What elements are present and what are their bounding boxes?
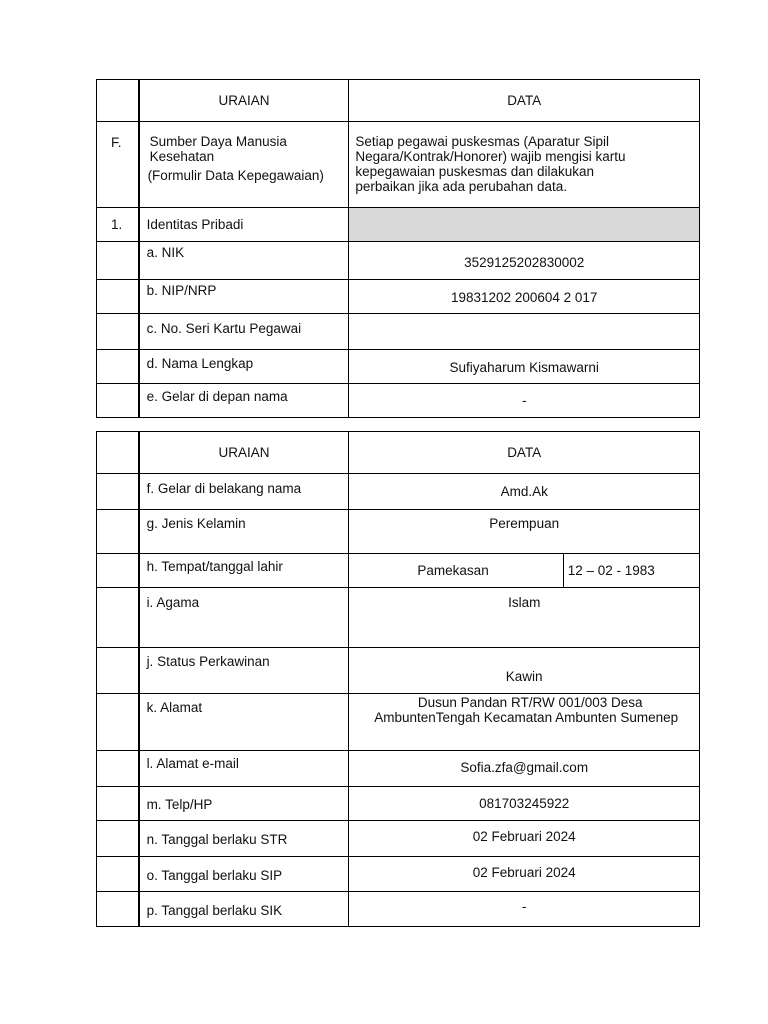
row-value-nama: Sufiyaharum Kismawarni — [349, 350, 700, 384]
section-title-cell — [139, 122, 349, 208]
table-row — [97, 474, 700, 510]
row-value-gelar-belakang: Amd.Ak — [349, 474, 700, 510]
row-value-status-perkawinan: Kawin — [349, 648, 700, 694]
header-number-cell — [97, 432, 139, 474]
table-row — [97, 787, 700, 821]
row-value-telp: 081703245922 — [349, 787, 700, 821]
table-row — [97, 821, 700, 857]
row-label-seri-kartu: c. No. Seri Kartu Pegawai — [139, 314, 349, 350]
row-label-email: l. Alamat e-mail — [139, 751, 349, 787]
group-shaded-cell — [349, 208, 700, 242]
row-label-status-perkawinan: j. Status Perkawinan — [139, 648, 349, 694]
section-subtitle: (Formulir Data Kepegawaian) — [147, 168, 324, 183]
row-value-nik: 3529125202830002 — [349, 242, 700, 280]
table-row — [97, 350, 700, 384]
table-row — [97, 510, 700, 554]
identity-table-2 — [96, 431, 700, 927]
row-label-jenis-kelamin: g. Jenis Kelamin — [139, 510, 349, 554]
row-value-agama: Islam — [349, 588, 700, 648]
row-value-jenis-kelamin: Perempuan — [349, 510, 700, 554]
table-row — [97, 242, 700, 280]
row-value-sip: 02 Februari 2024 — [349, 857, 700, 892]
table-row — [97, 588, 700, 648]
instruction-line-2: Negara/Kontrak/Honorer) wajib mengisi kartu — [355, 149, 626, 164]
row-value-str: 02 Februari 2024 — [349, 821, 700, 857]
row-label-telp: m. Telp/HP — [139, 787, 349, 821]
header-data: DATA — [349, 80, 700, 122]
row-label-nik: a. NIK — [139, 242, 349, 280]
alamat-line-1: Dusun Pandan RT/RW 001/003 Desa — [417, 695, 643, 710]
group-number: 1. — [97, 208, 139, 242]
group-row — [97, 208, 700, 242]
table-row — [97, 648, 700, 694]
table-row — [97, 384, 700, 418]
section-row — [97, 122, 700, 208]
row-label-str: n. Tanggal berlaku STR — [139, 821, 349, 857]
header-data: DATA — [349, 432, 700, 474]
row-label-gelar-depan: e. Gelar di depan nama — [139, 384, 349, 418]
table-row — [97, 892, 700, 927]
instruction-line-1: Setiap pegawai puskesmas (Aparatur Sipil — [355, 134, 610, 149]
table-row — [97, 857, 700, 892]
row-value-tempat-lahir: Pamekasan — [349, 554, 563, 588]
row-label-sik: p. Tanggal berlaku SIK — [139, 892, 349, 927]
row-label-nip: b. NIP/NRP — [139, 280, 349, 314]
row-value-tanggal-lahir: 12 – 02 - 1983 — [563, 554, 699, 588]
alamat-line-2: AmbuntenTengah Kecamatan Ambunten Sumenep — [374, 710, 679, 725]
header-uraian: URAIAN — [139, 80, 349, 122]
table-header-row — [97, 432, 700, 474]
instruction-line-3: kepegawaian puskesmas dan dilakukan — [355, 164, 595, 179]
row-label-sip: o. Tanggal berlaku SIP — [139, 857, 349, 892]
row-label-alamat: k. Alamat — [139, 694, 349, 751]
section-title-line2: Kesehatan — [149, 149, 215, 164]
row-value-nip: 19831202 200604 2 017 — [349, 280, 700, 314]
section-title-line1: Sumber Daya Manusia — [149, 134, 287, 149]
section-instruction — [349, 122, 700, 208]
row-value-alamat — [349, 694, 700, 751]
section-code: F. — [97, 122, 139, 208]
instruction-line-4: perbaikan jika ada perubahan data. — [355, 179, 568, 194]
header-uraian: URAIAN — [139, 432, 349, 474]
row-value-gelar-depan: - — [349, 384, 700, 418]
row-label-nama: d. Nama Lengkap — [139, 350, 349, 384]
table-row — [97, 314, 700, 350]
row-value-sik: - — [349, 892, 700, 927]
table-row — [97, 280, 700, 314]
table-header-row — [97, 80, 700, 122]
row-value-email: Sofia.zfa@gmail.com — [349, 751, 700, 787]
group-label: Identitas Pribadi — [139, 208, 349, 242]
row-label-tempat-tanggal-lahir: h. Tempat/tanggal lahir — [139, 554, 349, 588]
table-row — [97, 751, 700, 787]
row-label-agama: i. Agama — [139, 588, 349, 648]
row-label-gelar-belakang: f. Gelar di belakang nama — [139, 474, 349, 510]
table-row — [97, 554, 700, 588]
header-number-cell — [97, 80, 139, 122]
row-value-seri-kartu — [349, 314, 700, 350]
table-row — [97, 694, 700, 751]
identity-table-1 — [96, 79, 700, 418]
